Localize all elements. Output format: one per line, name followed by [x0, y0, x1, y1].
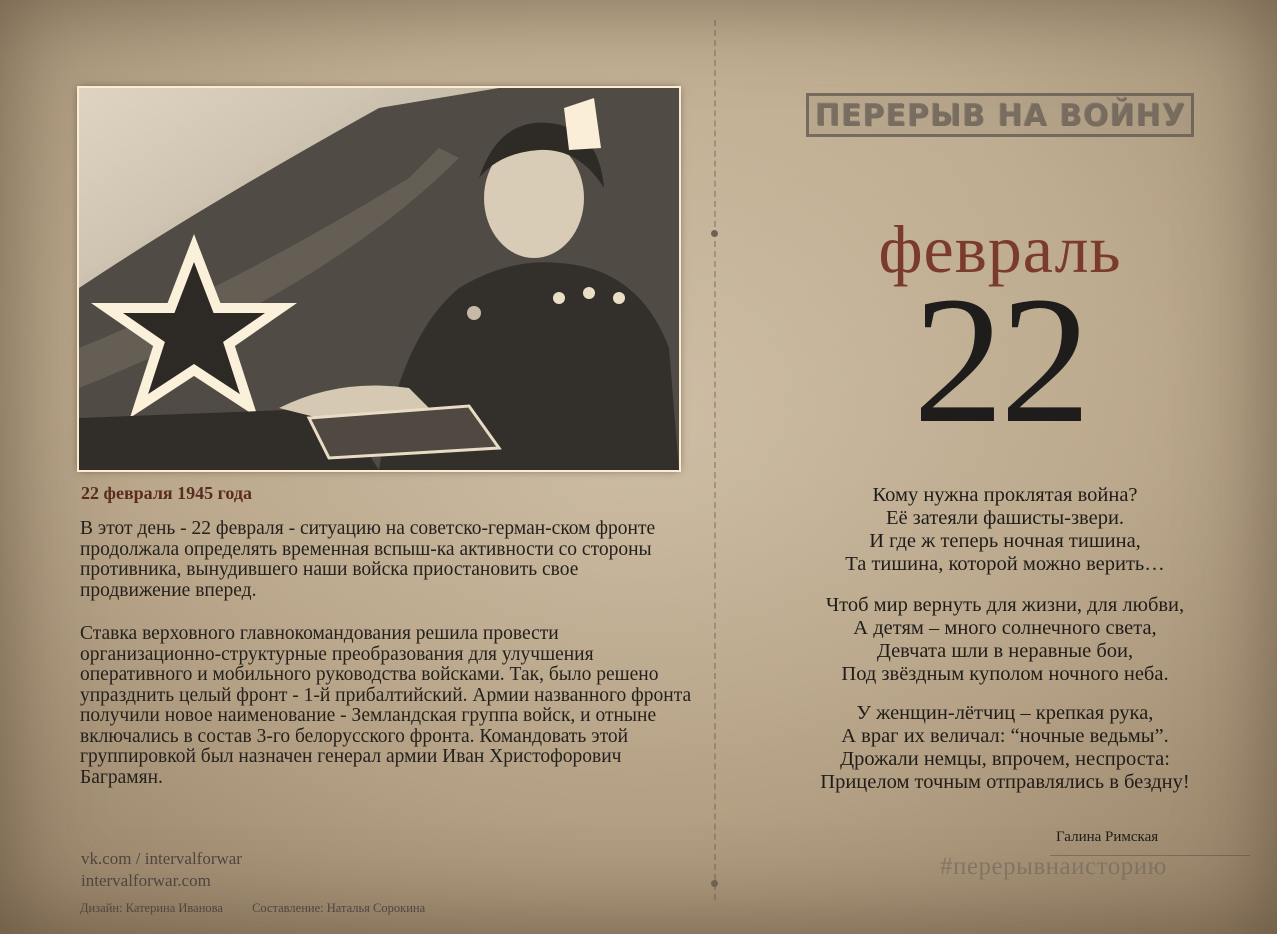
credits — [80, 901, 451, 916]
poem-line: Та тишина, которой можно верить… — [845, 553, 1165, 575]
article-paragraph-2: Ставка верховного главнокомандования решила провести организационно-структурные преобразования для улучшения оперативного и мобильного руководства войсками. Так, было решено упразднить целый фронт - 1-й прибалтийский. Армии названного фронта получили новое наименование - Земландская группа войск, и отныне включались в состав 3-го белорусского фронта. Командовать этой группировкой был назначен генерал армии Иван Христофорович Баграмян. — [80, 623, 692, 788]
pin-dot — [711, 230, 718, 237]
vk-link[interactable]: vk.com / intervalforwar — [81, 849, 242, 868]
poem-line: А детям – много солнечного света, — [853, 617, 1157, 639]
pin-dot — [711, 880, 718, 887]
poem-line: Под звёздным куполом ночного неба. — [841, 663, 1169, 685]
poem-stanza-3 — [760, 702, 1250, 794]
poem-stanza-1 — [760, 484, 1250, 576]
poem-line: Девчата шли в неравные бои, — [876, 640, 1134, 662]
poem-line: Её затеяли фашисты-звери. — [885, 507, 1125, 529]
poem-line: Прицелом точным отправлялись в бездну! — [820, 771, 1190, 793]
poem-line: Дрожали немцы, впрочем, неспроста: — [840, 748, 1170, 770]
design-credit: Дизайн: Катерина Иванова — [80, 901, 223, 915]
month-label: февраль — [878, 211, 1122, 287]
site-link[interactable]: intervalforwar.com — [81, 871, 211, 890]
date-heading: 22 февраля 1945 года — [81, 483, 252, 503]
poem-stanza-2 — [760, 594, 1250, 686]
poem-line: И где ж теперь ночная тишина, — [869, 530, 1141, 552]
poem-line: Кому нужна проклятая война? — [872, 484, 1138, 506]
historical-photo — [79, 88, 679, 470]
poem-line: А враг их величал: “ночные ведьмы”. — [841, 725, 1169, 747]
article-paragraph-1: В этот день - 22 февраля - ситуацию на советско-герман-ском фронте продолжала определять временная вспыш-ка активности со стороны противника, вынудившего наши войска приостановить свое продвижение вперед. — [80, 518, 656, 601]
compile-credit: Составление: Наталья Сорокина — [252, 901, 426, 915]
poem-line: Чтоб мир вернуть для жизни, для любви, — [825, 594, 1185, 616]
poem-author: Галина Римская — [1056, 829, 1159, 845]
day-number: 22 — [913, 260, 1087, 461]
title-stamp: ПЕРЕРЫВ НА ВОЙНУ — [806, 93, 1194, 137]
footer-links — [81, 848, 242, 892]
hashtag[interactable]: #перерывнаисторию — [940, 853, 1167, 880]
poem-line: У женщин-лётчиц – крепкая рука, — [856, 702, 1154, 724]
fold-line — [714, 20, 716, 900]
